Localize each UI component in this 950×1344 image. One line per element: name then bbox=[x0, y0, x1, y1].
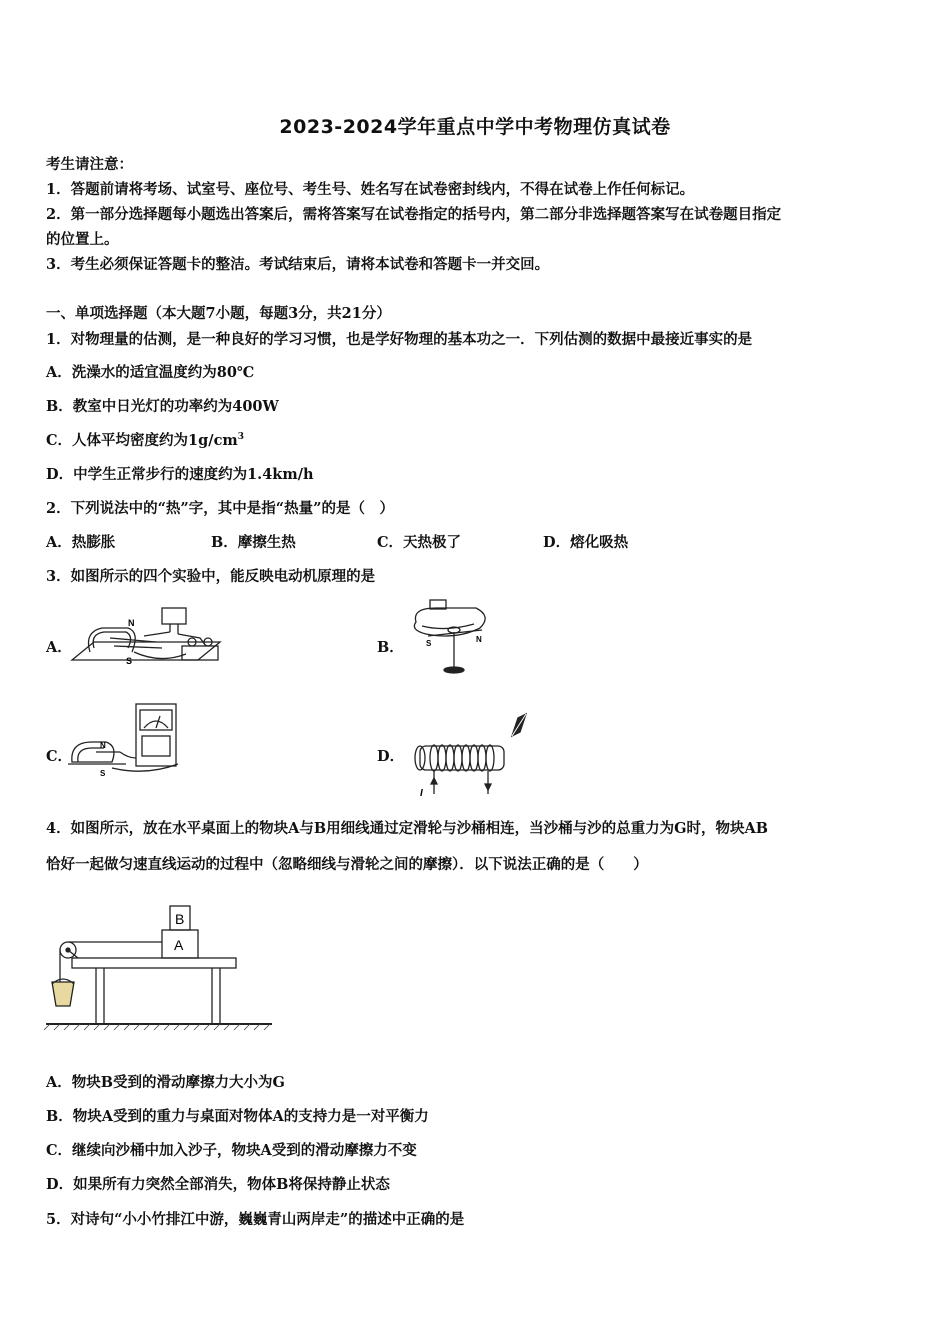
q4-option-d: D．如果所有力突然全部消失，物体B将保持静止状态 bbox=[46, 1176, 390, 1193]
q3-figure-c bbox=[66, 702, 186, 782]
q3-fig-d-i: I bbox=[420, 788, 423, 799]
q1-option-c-sup: 3 bbox=[237, 432, 245, 443]
q3-fig-c-n: N bbox=[100, 741, 106, 750]
q3-stem: 3．如图所示的四个实验中，能反映电动机原理的是 bbox=[46, 568, 376, 585]
q4-option-c: C．继续向沙桶中加入沙子，物块A受到的滑动摩擦力不变 bbox=[46, 1142, 417, 1159]
q1-option-a: A．洗澡水的适宜温度约为80℃ bbox=[46, 364, 255, 381]
q1-option-b: B．教室中日光灯的功率约为400W bbox=[46, 398, 279, 415]
q3-figure-b bbox=[406, 596, 496, 678]
notice-item-3: 3．考生必须保证答题卡的整洁。考试结束后，请将本试卷和答题卡一并交回。 bbox=[46, 256, 550, 273]
q5-stem: 5．对诗句“小小竹排江中游，巍巍青山两岸走”的描述中正确的是 bbox=[46, 1211, 465, 1228]
q3-fig-b-n: N bbox=[476, 635, 482, 644]
notice-item-2: 2．第一部分选择题每小题选出答案后，需将答案写在试卷指定的括号内，第二部分非选择题答案写在试卷题目指定 bbox=[46, 206, 782, 223]
q2-stem: 2．下列说法中的“热”字，其中是指“热量”的是（ ） bbox=[46, 500, 394, 517]
q3-fig-c-s: S bbox=[100, 769, 106, 778]
notice-item-1: 1．答题前请将考场、试室号、座位号、考生号、姓名写在试卷密封线内，不得在试卷上作任何标记。 bbox=[46, 181, 695, 198]
q4-sand-bucket bbox=[52, 982, 74, 1006]
q2-option-c: C．天热极了 bbox=[377, 534, 462, 551]
q2-option-a: A．热膨胀 bbox=[46, 534, 116, 551]
page-title: 2023-2024学年重点中学中考物理仿真试卷 bbox=[279, 116, 671, 138]
q2-option-d: D．熔化吸热 bbox=[543, 534, 629, 551]
q3-label-b: B． bbox=[377, 639, 404, 656]
q1-option-d: D．中学生正常步行的速度约为1.4km/h bbox=[46, 466, 314, 483]
q4-stem-1: 4．如图所示，放在水平桌面上的物块A与B用细线通过定滑轮与沙桶相连，当沙桶与沙的总重力为G时，物块AB bbox=[46, 820, 768, 837]
q3-fig-a-n: N bbox=[128, 618, 135, 628]
q4-option-a: A．物块B受到的滑动摩擦力大小为G bbox=[46, 1074, 285, 1091]
notice-item-2-cont: 的位置上。 bbox=[46, 231, 119, 248]
section-heading: 一、单项选择题（本大题7小题，每题3分，共21分） bbox=[46, 305, 391, 322]
q4-figure bbox=[44, 900, 276, 1032]
q3-fig-a-s: S bbox=[126, 656, 133, 666]
notice-heading: 考生请注意： bbox=[46, 156, 133, 173]
q1-stem: 1．对物理量的估测，是一种良好的学习习惯，也是学好物理的基本功之一．下列估测的数据中最接近事实的是 bbox=[46, 331, 753, 348]
q3-label-a: A． bbox=[46, 639, 72, 656]
q1-option-c bbox=[46, 429, 244, 450]
q3-figure-a bbox=[70, 602, 230, 674]
q3-label-d: D． bbox=[377, 748, 405, 765]
q4-option-b: B．物块A受到的重力与桌面对物体A的支持力是一对平衡力 bbox=[46, 1108, 429, 1125]
q4-label-b: B bbox=[175, 911, 185, 927]
q1-option-c-text: C．人体平均密度约为1g/cm bbox=[46, 432, 238, 449]
q3-label-c: C． bbox=[46, 748, 73, 765]
q3-figure-d bbox=[410, 712, 534, 800]
q4-stem-2: 恰好一起做匀速直线运动的过程中（忽略细线与滑轮之间的摩擦）．以下说法正确的是（ ） bbox=[46, 856, 648, 873]
q2-option-b: B．摩擦生热 bbox=[211, 534, 296, 551]
q3-fig-b-s: S bbox=[426, 639, 432, 648]
q4-label-a: A bbox=[174, 937, 184, 953]
